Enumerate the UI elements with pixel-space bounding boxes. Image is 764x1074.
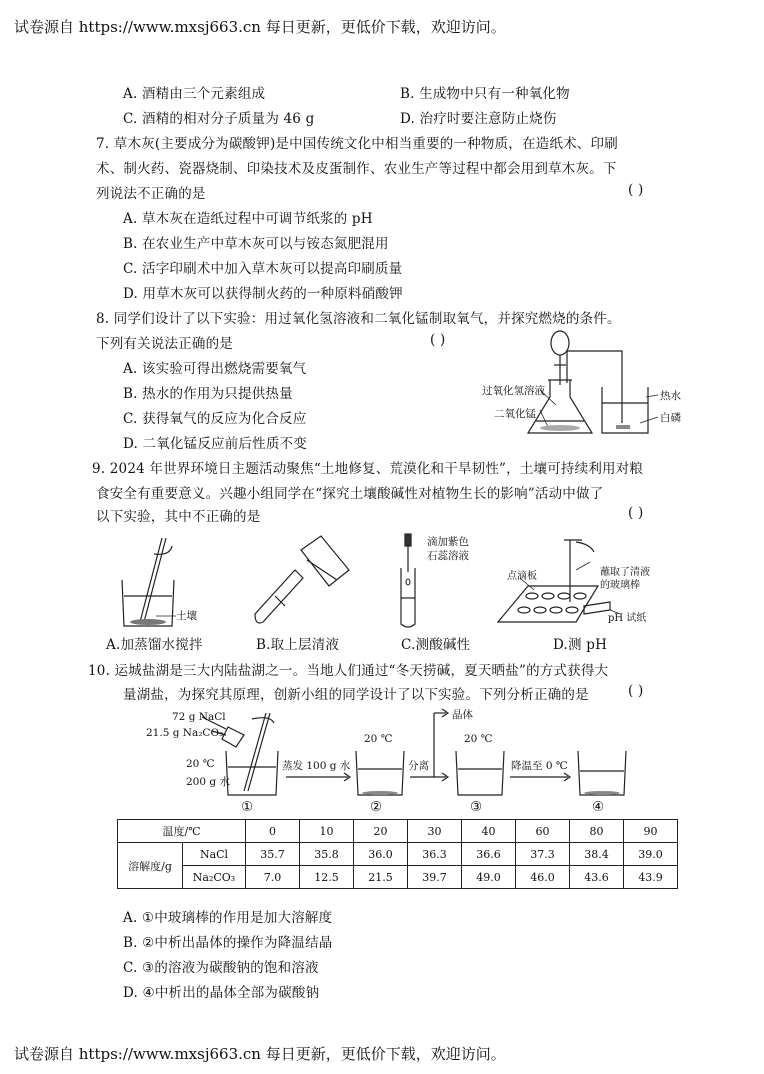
table-cell: 38.4 (570, 843, 624, 866)
table-cell: 39.0 (624, 843, 678, 866)
label-nacl-mass: 72 g NaCl (172, 711, 226, 723)
q10-option-b: B. ②中析出晶体的操作为降温结晶 (123, 935, 333, 951)
table-cell: 36.3 (408, 843, 462, 866)
q10-answer-bracket: ( ) (628, 683, 644, 699)
table-cell: 12.5 (300, 866, 354, 889)
q9-caption-d: D.测 pH (553, 637, 608, 653)
label-crystal: 晶体 (452, 709, 473, 721)
table-cell: 43.9 (624, 866, 678, 889)
table-cell: 30 (408, 820, 462, 843)
q7-stem-line1: 7. 草木灰(主要成分为碳酸钾)是中国传统文化中相当重要的一种物质，在造纸术、印刷 (96, 136, 618, 152)
q7-option-a: A. 草木灰在造纸过程中可调节纸浆的 pH (123, 211, 373, 227)
table-cell: 20 (354, 820, 408, 843)
label-water-200g: 200 g 水 (186, 776, 230, 788)
label-h2o2-solution: 过氧化氢溶液 (482, 385, 545, 397)
table-row-name: NaCl (183, 843, 246, 866)
table-cell: 7.0 (246, 866, 300, 889)
table-row (118, 866, 678, 889)
label-soil: 土壤 (176, 610, 197, 622)
q8-stem-line1: 8. 同学们设计了以下实验：用过氧化氢溶液和二氧化锰制取氧气，并探究燃烧的条件。 (96, 311, 621, 327)
table-cell: 21.5 (354, 866, 408, 889)
label-cool-to-0: 降温至 0 ℃ (511, 760, 568, 772)
q6-option-d: D. 治疗时要注意防止烧伤 (400, 111, 557, 127)
label-rod-line1: 蘸取了清液 (600, 567, 650, 578)
table-cell: 35.7 (246, 843, 300, 866)
solubility-table (117, 819, 678, 889)
table-cell: 36.6 (462, 843, 516, 866)
label-temp-20-b: 20 ℃ (364, 733, 393, 745)
label-hot-water: 热水 (660, 390, 681, 402)
q7-answer-bracket: ( ) (628, 182, 644, 198)
table-cell: 35.8 (300, 843, 354, 866)
table-cell: 46.0 (516, 866, 570, 889)
label-white-phosphorus: 白磷 (660, 412, 681, 424)
q8-option-c: C. 获得氧气的反应为化合反应 (123, 411, 307, 427)
table-cell: 80 (570, 820, 624, 843)
q8-stem-line2: 下列有关说法正确的是 (96, 336, 233, 352)
q10-option-a: A. ①中玻璃棒的作用是加大溶解度 (123, 910, 333, 926)
q10-option-c: C. ③的溶液为碳酸钠的饱和溶液 (123, 960, 319, 976)
table-cell: 39.7 (408, 866, 462, 889)
beaker-label-4: ④ (592, 799, 605, 815)
beaker-label-2: ② (370, 799, 383, 815)
q9-stem-line2: 食安全有重要意义。兴趣小组同学在“探究土壤酸碱性对植物生长的影响”活动中做了 (96, 486, 604, 502)
table-cell: 90 (624, 820, 678, 843)
page-header: 试卷源自 https://www.mxsj663.cn 每日更新，更低价下载，欢迎访问。 (14, 18, 506, 36)
q10-stem-line2: 量湖盐，为探究其原理，创新小组的同学设计了以下实验。下列分析正确的是 (123, 687, 589, 703)
label-rod-line2: 的玻璃棒 (600, 580, 640, 591)
table-cell: 43.6 (570, 866, 624, 889)
table-cell: 0 (246, 820, 300, 843)
beaker-label-1: ① (241, 799, 254, 815)
table-row-name: Na₂CO₃ (183, 866, 246, 889)
q7-option-b: B. 在农业生产中草木灰可以与铵态氮肥混用 (123, 236, 389, 252)
q7-stem-line3: 列说法不正确的是 (96, 186, 206, 202)
label-spot-plate: 点滴板 (507, 571, 537, 582)
q8-option-a: A. 该实验可得出燃烧需要氧气 (123, 361, 307, 377)
table-header-row (118, 820, 678, 843)
q10-stem-line1: 10. 运城盐湖是三大内陆盐湖之一。当地人们通过“冬天捞碱，夏天晒盐”的方式获得大 (88, 663, 609, 679)
table-cell: 60 (516, 820, 570, 843)
q8-answer-bracket: ( ) (430, 332, 446, 348)
q8-option-d: D. 二氧化锰反应前后性质不变 (123, 436, 307, 452)
q7-option-c: C. 活字印刷术中加入草木灰可以提高印刷质量 (123, 261, 403, 277)
q9-caption-b: B.取上层清液 (256, 637, 340, 653)
q9-stem-line1: 9. 2024 年世界环境日主题活动聚焦“土地修复、荒漠化和干旱韧性”，土壤可持续利用对粮 (92, 461, 644, 477)
label-litmus-line2: 石蕊溶液 (427, 550, 469, 562)
q6-option-c: C. 酒精的相对分子质量为 46 g (123, 111, 315, 127)
label-evaporate: 蒸发 100 g 水 (282, 760, 351, 772)
label-mno2: 二氧化锰 (494, 408, 536, 420)
q6-option-a: A. 酒精由三个元素组成 (123, 86, 266, 102)
q6-option-b: B. 生成物中只有一种氧化物 (400, 86, 570, 102)
table-cell: 49.0 (462, 866, 516, 889)
beaker-label-3: ③ (470, 799, 483, 815)
q10-option-d: D. ④中析出的晶体全部为碳酸钠 (123, 985, 320, 1001)
label-ph-paper: pH 试纸 (608, 613, 647, 624)
label-temp-20-a: 20 ℃ (186, 758, 215, 770)
q9-caption-c: C.测酸碱性 (401, 637, 471, 653)
label-na2co3-mass: 21.5 g Na₂CO₃ (146, 727, 224, 739)
q8-option-b: B. 热水的作用为只提供热量 (123, 386, 293, 402)
page-footer: 试卷源自 https://www.mxsj663.cn 每日更新，更低价下载，欢迎访问。 (14, 1045, 506, 1063)
q7-option-d: D. 用草木灰可以获得制火药的一种原料硝酸钾 (123, 286, 403, 302)
table-cell: 10 (300, 820, 354, 843)
label-temp-20-c: 20 ℃ (464, 733, 493, 745)
label-separate: 分离 (408, 760, 429, 772)
table-temp-header: 温度/℃ (118, 820, 246, 843)
table-solubility-header: 溶解度/g (118, 843, 183, 889)
q9-stem-line3: 以下实验，其中不正确的是 (96, 509, 261, 525)
q9-answer-bracket: ( ) (628, 505, 644, 521)
table-cell: 40 (462, 820, 516, 843)
q7-stem-line2: 术、制火药、瓷器烧制、印染技术及皮蛋制作、农业生产等过程中都会用到草木灰。下 (96, 161, 617, 177)
table-cell: 37.3 (516, 843, 570, 866)
label-litmus-line1: 滴加紫色 (427, 536, 469, 548)
table-row (118, 843, 678, 866)
q9-figure-b-pour (245, 530, 355, 630)
q9-caption-a: A.加蒸馏水搅拌 (106, 637, 203, 653)
table-cell: 36.0 (354, 843, 408, 866)
